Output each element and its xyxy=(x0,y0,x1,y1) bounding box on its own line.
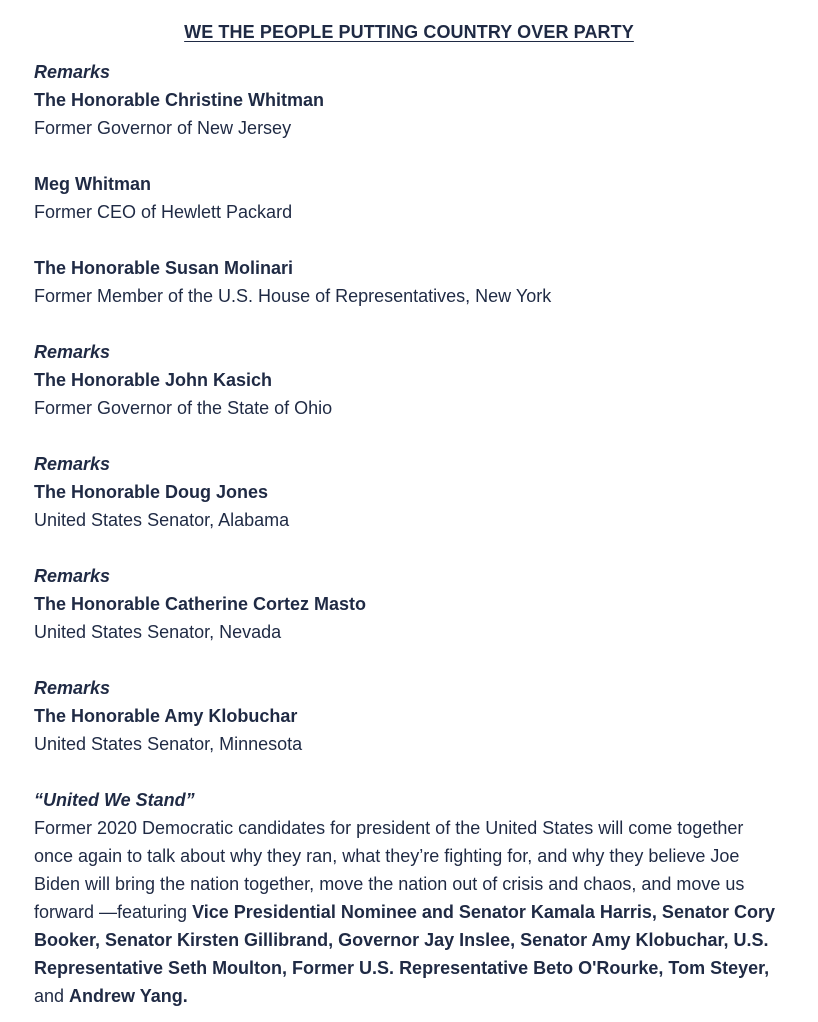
remarks-label: Remarks xyxy=(34,342,111,362)
speaker-name: The Honorable Christine Whitman xyxy=(34,90,325,110)
remarks-label: Remarks xyxy=(34,566,111,586)
speaker-name: The Honorable Susan Molinari xyxy=(34,258,294,278)
remarks-label: Remarks xyxy=(34,454,111,474)
speaker-title: Former Governor of the State of Ohio xyxy=(34,398,333,418)
speaker-title: Former Member of the U.S. House of Representatives, New York xyxy=(34,286,552,306)
speaker-block-6 xyxy=(34,562,784,646)
document-title: WE THE PEOPLE PUTTING COUNTRY OVER PARTY xyxy=(184,22,634,42)
speaker-title: United States Senator, Alabama xyxy=(34,510,290,530)
segment-description xyxy=(34,814,784,1010)
speaker-block-7 xyxy=(34,674,784,758)
remarks-label: Remarks xyxy=(34,678,111,698)
speaker-title: Former CEO of Hewlett Packard xyxy=(34,202,293,222)
speaker-title: United States Senator, Minnesota xyxy=(34,734,303,754)
speaker-block-1 xyxy=(34,58,784,142)
speaker-title: Former Governor of New Jersey xyxy=(34,118,292,138)
segment-title: “United We Stand” xyxy=(34,790,195,810)
speaker-name: Meg Whitman xyxy=(34,174,151,194)
featured-speakers: Vice Presidential Nominee and Senator Kamala Harris, Senator Cory Booker, Senator Kirsten Gillibrand, Governor Jay Inslee, Senator Amy Klobuchar, U.S. Representative Seth Moulton, Former U.S. Representative Beto O'Rourke, Tom Steyer, xyxy=(34,902,775,978)
segment-intro-text: Former 2020 Democratic candidates for president of the United States will come together once again to talk about why they ran, what they’re fighting for, and why they believe Joe Biden will bring the nation together, move the nation out of crisis and chaos, and move us forward —featuring xyxy=(34,818,745,922)
speaker-block-3 xyxy=(34,254,784,310)
speaker-title: United States Senator, Nevada xyxy=(34,622,282,642)
speaker-name: The Honorable Doug Jones xyxy=(34,482,269,502)
speaker-name: The Honorable Catherine Cortez Masto xyxy=(34,594,367,614)
speaker-block-4 xyxy=(34,338,784,422)
conjunction-text: and xyxy=(34,986,70,1006)
final-featured-speaker: Andrew Yang. xyxy=(69,986,188,1006)
speaker-name: The Honorable John Kasich xyxy=(34,370,273,390)
remarks-label: Remarks xyxy=(34,62,111,82)
speaker-block-2 xyxy=(34,170,784,226)
segment-block xyxy=(34,786,784,1010)
speaker-block-5 xyxy=(34,450,784,534)
speaker-name: The Honorable Amy Klobuchar xyxy=(34,706,298,726)
